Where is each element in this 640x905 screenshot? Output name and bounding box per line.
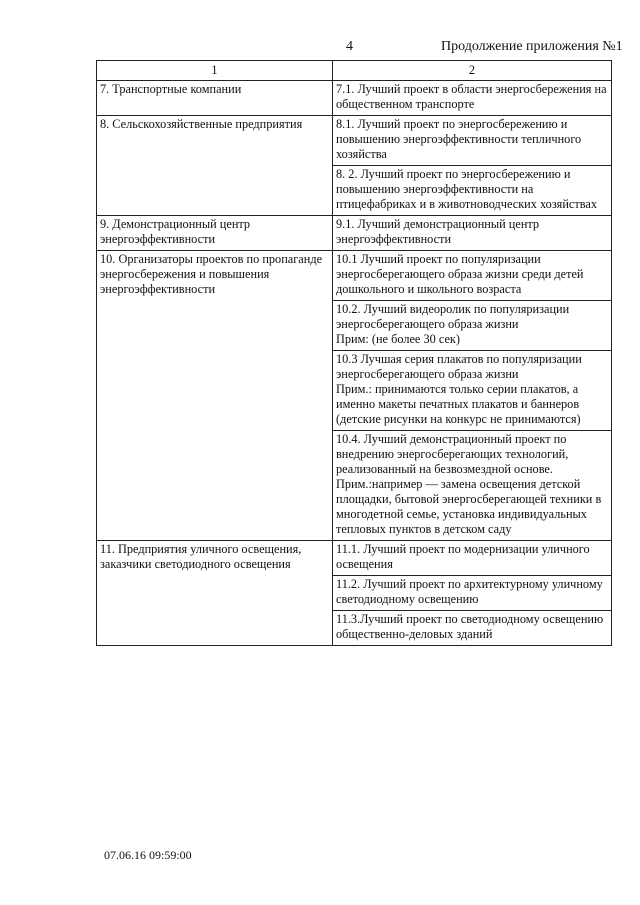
table-row: [97, 116, 612, 166]
nomination-cell: 7.1. Лучший проект в области энергосбережения на общественном транспорте: [333, 81, 612, 116]
nomination-cell: 10.1 Лучший проект по популяризации энергосберегающего образа жизни среди детей дошкольного и школьного возраста: [333, 251, 612, 301]
nomination-cell: 10.4. Лучший демонстрационный проект по внедрению энергосберегающих технологий, реализованный на безвозмездной основе. Прим.:например — замена освещения детской площадки, бытовой энергосберегающей техники в многодетной семье, установка индивидуальных тепловых пунктов в детском саду: [333, 431, 612, 541]
nomination-cell: 8. 2. Лучший проект по энергосбережению и повышению энергоэффективности на птицефабриках и в животноводческих хозяйствах: [333, 166, 612, 216]
nominations-table: [96, 60, 612, 646]
table-row: [97, 541, 612, 576]
nomination-cell: 11.3.Лучший проект по светодиодному освещению общественно-деловых зданий: [333, 611, 612, 646]
footer-timestamp: 07.06.16 09:59:00: [104, 848, 192, 862]
table-row: [97, 216, 612, 251]
nomination-cell: 8.1. Лучший проект по энергосбережению и повышению энергоэффективности тепличного хозяйства: [333, 116, 612, 166]
table-row: [97, 251, 612, 301]
column-header-2: 2: [333, 61, 612, 81]
nomination-cell: 10.2. Лучший видеоролик по популяризации энергосберегающего образа жизни Прим: (не более 30 сек): [333, 301, 612, 351]
category-cell: 8. Сельскохозяйственные предприятия: [97, 116, 333, 216]
nomination-cell: 10.3 Лучшая серия плакатов по популяризации энергосберегающего образа жизни Прим.: принимаются только серии плакатов, а именно макеты печатных плакатов и баннеров (детские рисунки на конкурс не принимаются): [333, 351, 612, 431]
category-cell: 7. Транспортные компании: [97, 81, 333, 116]
column-header-1: 1: [97, 61, 333, 81]
nomination-cell: 9.1. Лучший демонстрационный центр энергоэффективности: [333, 216, 612, 251]
nomination-cell: 11.2. Лучший проект по архитектурному уличному светодиодному освещению: [333, 576, 612, 611]
category-cell: 9. Демонстрационный центр энергоэффективности: [97, 216, 333, 251]
table-header-row: [97, 61, 612, 81]
table-row: [97, 81, 612, 116]
category-cell: 10. Организаторы проектов по пропаганде энергосбережения и повышения энергоэффективности: [97, 251, 333, 541]
continuation-label: Продолжение приложения №1: [441, 39, 623, 54]
category-cell: 11. Предприятия уличного освещения, заказчики светодиодного освещения: [97, 541, 333, 646]
page-number: 4: [346, 39, 353, 54]
nomination-cell: 11.1. Лучший проект по модернизации уличного освещения: [333, 541, 612, 576]
